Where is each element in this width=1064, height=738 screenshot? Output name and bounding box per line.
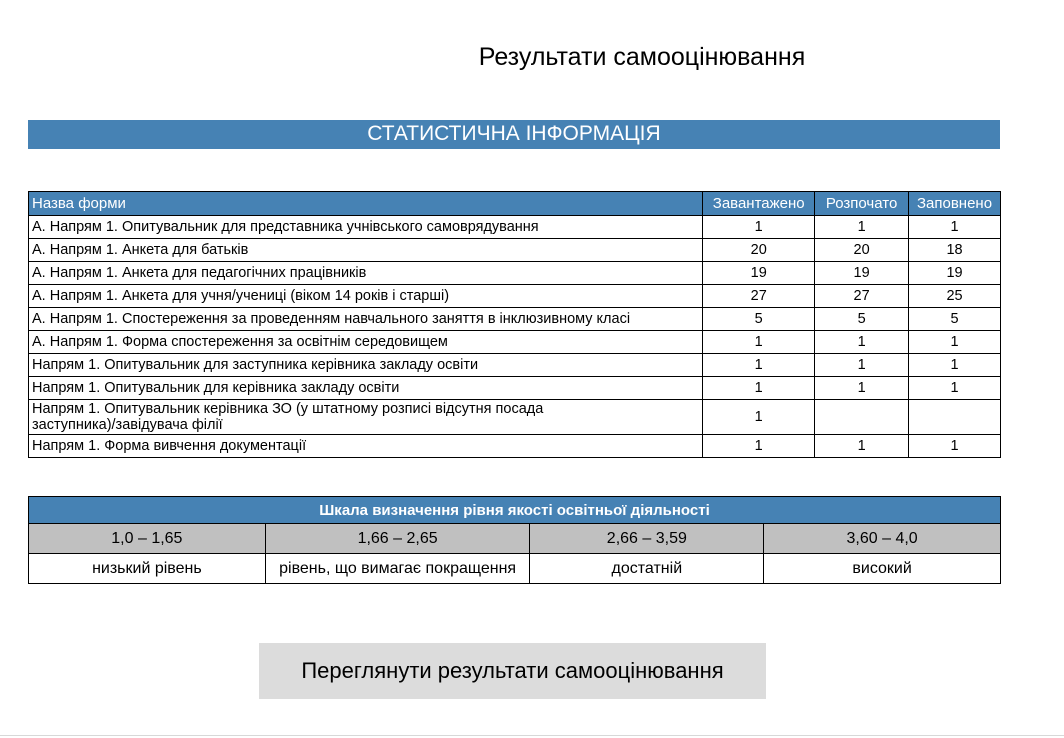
loaded-cell: 1 bbox=[703, 435, 815, 458]
filled-cell: 18 bbox=[909, 239, 1001, 262]
filled-cell: 1 bbox=[909, 435, 1001, 458]
form-name-cell: Напрям 1. Форма вивчення документації bbox=[29, 435, 703, 458]
loaded-cell: 1 bbox=[703, 400, 815, 435]
loaded-cell: 1 bbox=[703, 331, 815, 354]
scale-range-high: 3,60 – 4,0 bbox=[764, 524, 1001, 554]
scale-range-sufficient: 2,66 – 3,59 bbox=[530, 524, 764, 554]
stats-table bbox=[28, 191, 1001, 458]
loaded-cell: 27 bbox=[703, 285, 815, 308]
filled-cell: 1 bbox=[909, 331, 1001, 354]
scale-title: Шкала визначення рівня якості освітньої діяльності bbox=[29, 497, 1001, 524]
view-results-button[interactable]: Переглянути результати самооцінювання bbox=[259, 643, 766, 699]
scale-level-low: низький рівень bbox=[29, 554, 266, 584]
filled-cell: 1 bbox=[909, 216, 1001, 239]
quality-scale-table bbox=[28, 496, 1001, 584]
table-row bbox=[29, 400, 1001, 435]
started-cell: 1 bbox=[815, 331, 909, 354]
filled-cell: 19 bbox=[909, 262, 1001, 285]
form-name-cell: А. Напрям 1. Анкета для батьків bbox=[29, 239, 703, 262]
started-cell: 1 bbox=[815, 377, 909, 400]
table-row bbox=[29, 308, 1001, 331]
filled-cell: 1 bbox=[909, 354, 1001, 377]
form-name-cell: Напрям 1. Опитувальник для заступника керівника закладу освіти bbox=[29, 354, 703, 377]
scale-range-low: 1,0 – 1,65 bbox=[29, 524, 266, 554]
bottom-divider bbox=[0, 735, 1064, 736]
scale-level-sufficient: достатній bbox=[530, 554, 764, 584]
started-cell bbox=[815, 400, 909, 435]
started-cell: 1 bbox=[815, 216, 909, 239]
table-row bbox=[29, 331, 1001, 354]
section-banner: СТАТИСТИЧНА ІНФОРМАЦІЯ bbox=[28, 120, 1000, 149]
form-name-cell: А. Напрям 1. Опитувальник для представника учнівського самоврядування bbox=[29, 216, 703, 239]
page-title: Результати самооцінювання bbox=[478, 43, 806, 71]
col-header-filled: Заповнено bbox=[909, 192, 1001, 216]
filled-cell: 5 bbox=[909, 308, 1001, 331]
form-name-cell: А. Напрям 1. Форма спостереження за освітнім середовищем bbox=[29, 331, 703, 354]
form-name-text: Напрям 1. Опитувальник керівника ЗО (у штатному розписі відсутня посада заступника)/завідувача філії bbox=[32, 401, 544, 433]
started-cell: 20 bbox=[815, 239, 909, 262]
table-row bbox=[29, 354, 1001, 377]
started-cell: 1 bbox=[815, 435, 909, 458]
started-cell: 19 bbox=[815, 262, 909, 285]
scale-levels-row bbox=[29, 554, 1001, 584]
table-row bbox=[29, 377, 1001, 400]
form-name-cell: А. Напрям 1. Анкета для педагогічних працівників bbox=[29, 262, 703, 285]
col-header-started: Розпочато bbox=[815, 192, 909, 216]
filled-cell: 1 bbox=[909, 377, 1001, 400]
filled-cell: 25 bbox=[909, 285, 1001, 308]
table-row bbox=[29, 239, 1001, 262]
scale-ranges-row bbox=[29, 524, 1001, 554]
scale-level-needs-improvement: рівень, що вимагає покращення bbox=[265, 554, 530, 584]
started-cell: 5 bbox=[815, 308, 909, 331]
table-row bbox=[29, 435, 1001, 458]
form-name-cell: А. Напрям 1. Спостереження за проведенням навчального заняття в інклюзивному класі bbox=[29, 308, 703, 331]
loaded-cell: 1 bbox=[703, 216, 815, 239]
form-name-cell bbox=[29, 400, 703, 435]
table-row bbox=[29, 285, 1001, 308]
form-name-cell: А. Напрям 1. Анкета для учня/учениці (віком 14 років і старші) bbox=[29, 285, 703, 308]
loaded-cell: 5 bbox=[703, 308, 815, 331]
form-name-cell: Напрям 1. Опитувальник для керівника закладу освіти bbox=[29, 377, 703, 400]
started-cell: 27 bbox=[815, 285, 909, 308]
loaded-cell: 1 bbox=[703, 354, 815, 377]
loaded-cell: 1 bbox=[703, 377, 815, 400]
started-cell: 1 bbox=[815, 354, 909, 377]
col-header-loaded: Завантажено bbox=[703, 192, 815, 216]
table-row bbox=[29, 216, 1001, 239]
scale-level-high: високий bbox=[764, 554, 1001, 584]
filled-cell bbox=[909, 400, 1001, 435]
stats-header-row bbox=[29, 192, 1001, 216]
table-row bbox=[29, 262, 1001, 285]
loaded-cell: 19 bbox=[703, 262, 815, 285]
loaded-cell: 20 bbox=[703, 239, 815, 262]
col-header-form-name: Назва форми bbox=[29, 192, 703, 216]
scale-range-needs-improvement: 1,66 – 2,65 bbox=[265, 524, 530, 554]
